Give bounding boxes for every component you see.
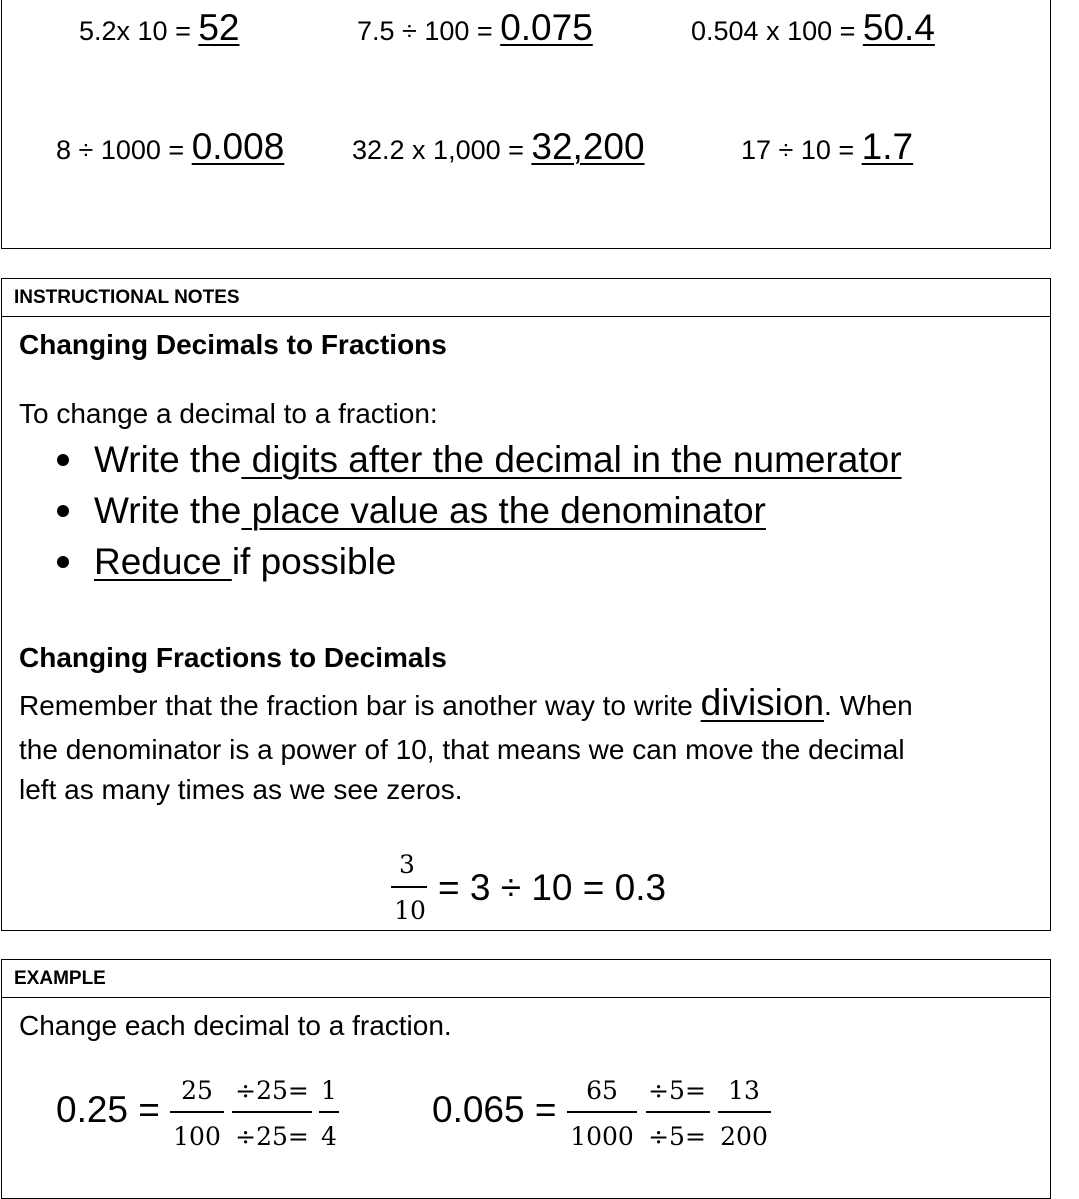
answer-4: 0.008 — [191, 126, 285, 167]
example-2-op-top: ÷5= — [648, 1076, 706, 1105]
paragraph-line-3: left as many times as we see zeros. — [19, 774, 463, 805]
fraction-equation: = 3 ÷ 10 = 0.3 — [438, 867, 667, 908]
example-1-bar — [170, 1111, 224, 1113]
answer-3: 50.4 — [862, 7, 935, 48]
intro-text: To change a decimal to a fraction: — [19, 398, 438, 429]
example-2-bar — [567, 1111, 637, 1113]
heading-fractions-to-decimals: Changing Fractions to Decimals — [19, 642, 447, 673]
answer-2: 0.075 — [500, 7, 593, 48]
bullet-1: Write the digits after the decimal in the numerator — [57, 439, 902, 481]
fraction-bar — [391, 886, 427, 888]
example-2-numerator: 65 — [586, 1076, 618, 1105]
bullet-2: Write the place value as the denominator — [57, 490, 766, 532]
notes-box — [1, 278, 1051, 931]
example-2-result-bar — [718, 1111, 771, 1113]
practice-box — [1, 0, 1051, 249]
problem-2: 7.5 ÷ 100 = 0.075 — [357, 7, 593, 48]
example-1-lhs: 0.25 = — [56, 1089, 160, 1130]
heading-decimals-to-fractions: Changing Decimals to Fractions — [19, 329, 447, 360]
example-2-op-bar — [646, 1111, 710, 1113]
fraction-numerator: 3 — [399, 850, 415, 879]
example-box — [1, 959, 1051, 1199]
problem-5: 32.2 x 1,000 = 32,200 — [352, 126, 645, 167]
example-1-result-bar — [319, 1111, 339, 1113]
example-1-op-bottom: ÷25= — [235, 1122, 309, 1151]
example-2-lhs: 0.065 = — [432, 1089, 557, 1130]
example-header: EXAMPLE — [2, 960, 1050, 998]
problem-3: 0.504 x 100 = 50.4 — [691, 7, 935, 48]
answer-5: 32,200 — [531, 126, 645, 167]
example-2-denominator: 1000 — [570, 1122, 634, 1151]
bullet-dot — [57, 505, 69, 517]
answer-6: 1.7 — [861, 126, 914, 167]
problem-4: 8 ÷ 1000 = 0.008 — [56, 126, 285, 167]
example-instruction: Change each decimal to a fraction. — [19, 1010, 452, 1041]
answer-1: 52 — [198, 7, 240, 48]
bullet-3: Reduce if possible — [57, 541, 396, 583]
example-2-result-denominator: 200 — [720, 1122, 768, 1151]
problem-6: 17 ÷ 10 = 1.7 — [741, 126, 914, 167]
example-1-result-numerator: 1 — [321, 1076, 337, 1105]
problem-1: 5.2x 10 = 52 — [79, 7, 240, 48]
example-1-op-top: ÷25= — [235, 1076, 309, 1105]
paragraph-line-1: Remember that the fraction bar is another way to write division. When — [19, 682, 913, 723]
example-1-result-denominator: 4 — [321, 1122, 337, 1151]
notes-header: INSTRUCTIONAL NOTES — [2, 279, 1050, 317]
paragraph-line-2: the denominator is a power of 10, that means we can move the decimal — [19, 734, 905, 765]
division-answer: division — [700, 682, 825, 723]
bullet-dot — [57, 454, 69, 466]
example-2-op-bottom: ÷5= — [648, 1122, 706, 1151]
example-1-numerator: 25 — [181, 1076, 213, 1105]
example-2-result-numerator: 13 — [728, 1076, 760, 1105]
example-1-denominator: 100 — [173, 1122, 221, 1151]
bullet-dot — [57, 556, 69, 568]
fraction-denominator: 10 — [394, 896, 426, 925]
example-1-op-bar — [232, 1111, 312, 1113]
